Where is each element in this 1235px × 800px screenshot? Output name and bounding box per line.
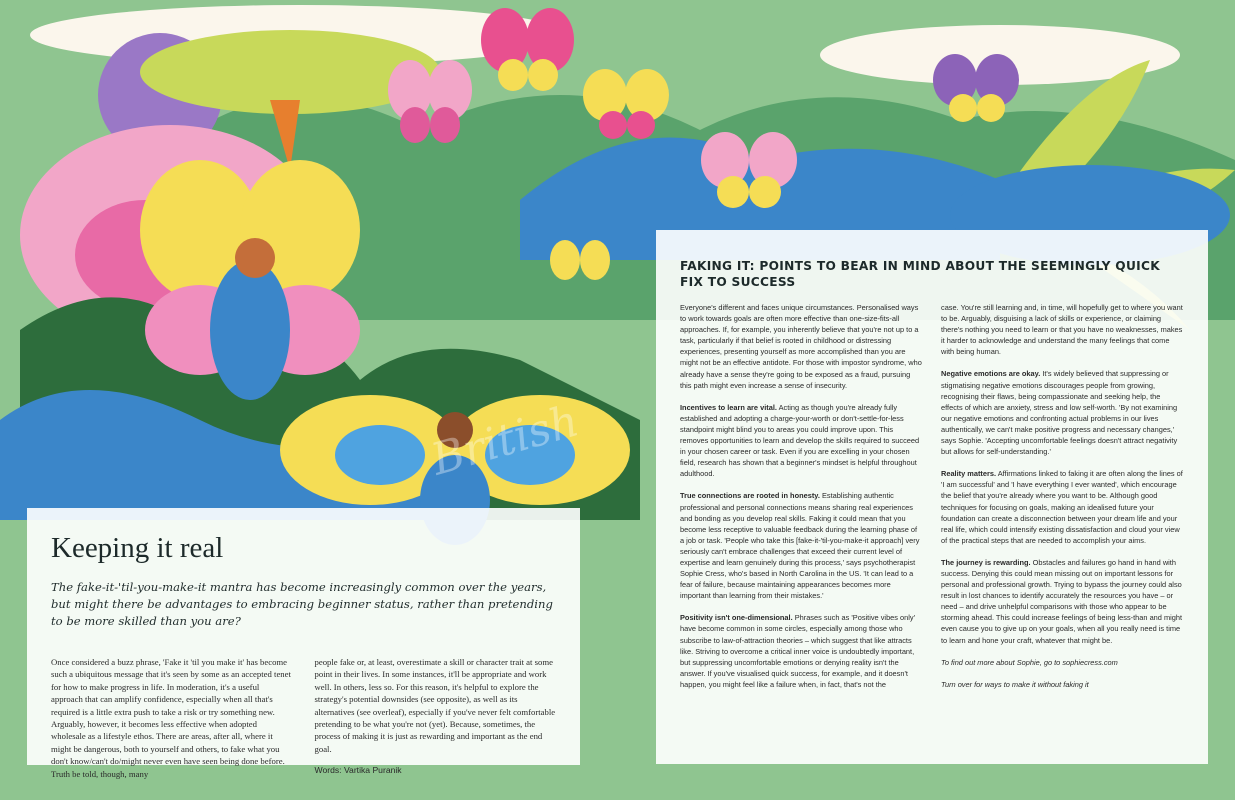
sidebar-panel: [656, 230, 1208, 764]
sidebar-columns: [680, 302, 1184, 701]
point-paragraph: [680, 302, 923, 391]
point-lead: The journey is rewarding.: [941, 557, 1031, 567]
intro-text-1: Once considered a buzz phrase, 'Fake it 'til you make it' has become such a ubiquitous message that it's seen by some as an accepted tenet for how to make progress in life. In moderation, it's a useful approach that can amplify confidence, especially when all that's required is a little extra push to take a risk or try something new. Arguably, however, it becomes less effective when adopted wholesale as a lifestyle ethos. There are areas, after all, where it might be dangerous, both to yourself and others, to fake what you don't know/can't do/might never even have seen being done before. Truth be told, though, many: [51, 657, 291, 779]
point-text: Obstacles and failures go hand in hand with success. Denying this could mean missing out on important lessons for personal and professional growth. Trying to bypass the journey could also result in lost chances to identify accurately the resources you have – or need – and drive unhelpful comparisons with those who appear to be storming ahead. This could increase feelings of being less-than and might even cause you to give up on your goals, when all you really need is time to learn and hone your craft, whatever that might be.: [941, 557, 1183, 645]
point-lead: Negative emotions are okay.: [941, 369, 1041, 379]
figure-head: [235, 238, 275, 278]
point-lead: Positivity isn't one-dimensional.: [680, 613, 793, 623]
footer-note: Turn over for ways to make it without faking it: [941, 679, 1089, 689]
point-lead: Incentives to learn are vital.: [680, 402, 777, 412]
point-text: It's widely believed that suppressing or stigmatising negative emotions discourages people from growing, recognising their flaws, being compassionate and seeking help, the effects of which are anxiety, stress and low self-worth. 'By not examining our negative emotions and confronting actual problems in our lives authentically, we can't make positive progress and necessary changes,' says Sophie. 'Accepting uncomfortable feelings doesn't attract negativity but allows for self-understanding.': [941, 369, 1178, 457]
standfirst: The fake-it-'til-you-make-it mantra has become increasingly common over the years, but might there be advantages to embracing beginner status, rather than pretending to be more skilled than you are?: [51, 580, 553, 628]
point-paragraph: [941, 368, 1184, 457]
point-text: Establishing authentic professional and personal connections means sharing real experiences and bonding as you develop real skills. Faking it could mean that you become less receptive to valuable feedback during the learning phase of a job or task. 'People who take this [fake-it-'til-you-make-it approach] very seriously can't embrace challenges that exceed their current level of expertise and learn genuinely during this process,' says psychotherapist Sophie Cress, who's based in North Carolina in the US. 'It can lead to a fear of failure, because maintaining appearances becomes more important than learning from their mistakes.': [680, 491, 920, 601]
point-paragraph: [941, 468, 1184, 546]
point-text: case. You're still learning and, in time, will hopefully get to where you want to be. Arguably, disguising a lack of skills or experience, or claiming there's nothing you need to learn or that you have no weaknesses, makes it harder to acknowledge and understand the many feelings that come with being human.: [941, 303, 1183, 357]
figure-body: [210, 260, 290, 400]
point-lead: Reality matters.: [941, 469, 997, 479]
sidebar-title: [680, 258, 1184, 290]
point-paragraph: [941, 557, 1184, 646]
point-text: Affirmations linked to faking it are often along the lines of 'I am successful' and 'I have everything I ever wanted', which encourage the belief that you're already where you want to be. Although good techniques for focusing on goals, making an idealised future your foundation can create a disconnection between your dream life and your real life, which could intensify existing dissatisfaction and cloud your view of the practical steps that are needed to accomplish your aims.: [941, 469, 1183, 545]
point-paragraph: [680, 402, 923, 480]
byline: Words: Vartika Puranik: [314, 765, 402, 776]
intro-text-2: people fake or, at least, overestimate a skill or character trait at some point in their lives. In some instances, it'll be appropriate and work well. In others, less so. For this reason, it's helpful to explore the strategy's potential downsides (see opposite), as well as its alternatives (see overleaf), especially if you've never felt comfortable pretending to be what you're not (yet). Because, sometimes, the process of making it is just as rewarding and important as the end goal.: [314, 657, 556, 754]
watermark: British: [425, 395, 585, 486]
footer-note: To find out more about Sophie, go to sophiecress.com: [941, 657, 1118, 667]
article-heading: Keeping it real: [51, 532, 224, 564]
point-paragraph: [941, 302, 1184, 357]
point-text: Acting as though you're already fully established and adopting a charge-your-worth or don't-settle-for-less standpoint might blind you to areas you could improve upon. This removes opportunities to learn and develop the skills required to succeed in your chosen career or task. Even if you are excelling in your chosen field, research has shown that a beginner's mindset is helpful throughout adulthood.: [680, 402, 920, 479]
intro-column-2: [315, 656, 557, 780]
point-text: Phrases such as 'Positive vibes only' have become common in some circles, especially among those who subscribe to law-of-attraction theories – which suggest that like attracts like. Striving to overcome a critical inner voice is undoubtedly important, but suppressing uncomfortable emotions or denying reality isn't the answer. If you've visualised quick success, for example, and it doesn't happen, you might feel like a failure when, in fact, that's not the: [680, 613, 916, 689]
point-lead: True connections are rooted in honesty.: [680, 491, 820, 501]
intro-columns: [51, 656, 556, 780]
intro-column-1: [51, 656, 293, 780]
sidebar-column-2: [941, 302, 1184, 701]
point-paragraph: [680, 612, 923, 690]
sidebar-title-bold: FAKING IT:: [680, 259, 755, 273]
point-text: Everyone's different and faces unique circumstances. Personalised ways to work towards goals are often more effective than one-size-fits-all approaches. If, for example, you inherently believe that you're not up to a task, particularly if that belief is rooted in childhood or distressing experiences, presenting yourself as more accomplished than you are might not be an effective antidote. For those with impostor syndrome, who already have a sense they're going to be exposed as a fraud, pursuing this path might even increase a sense of insecurity.: [680, 303, 922, 390]
sidebar-title-rest: POINTS TO BEAR IN MIND ABOUT THE SEEMINGLY QUICK FIX TO SUCCESS: [680, 259, 1160, 289]
sidebar-column-1: [680, 302, 923, 701]
wing: [335, 425, 425, 485]
intro-panel: [27, 508, 580, 779]
point-paragraph: [680, 490, 923, 601]
